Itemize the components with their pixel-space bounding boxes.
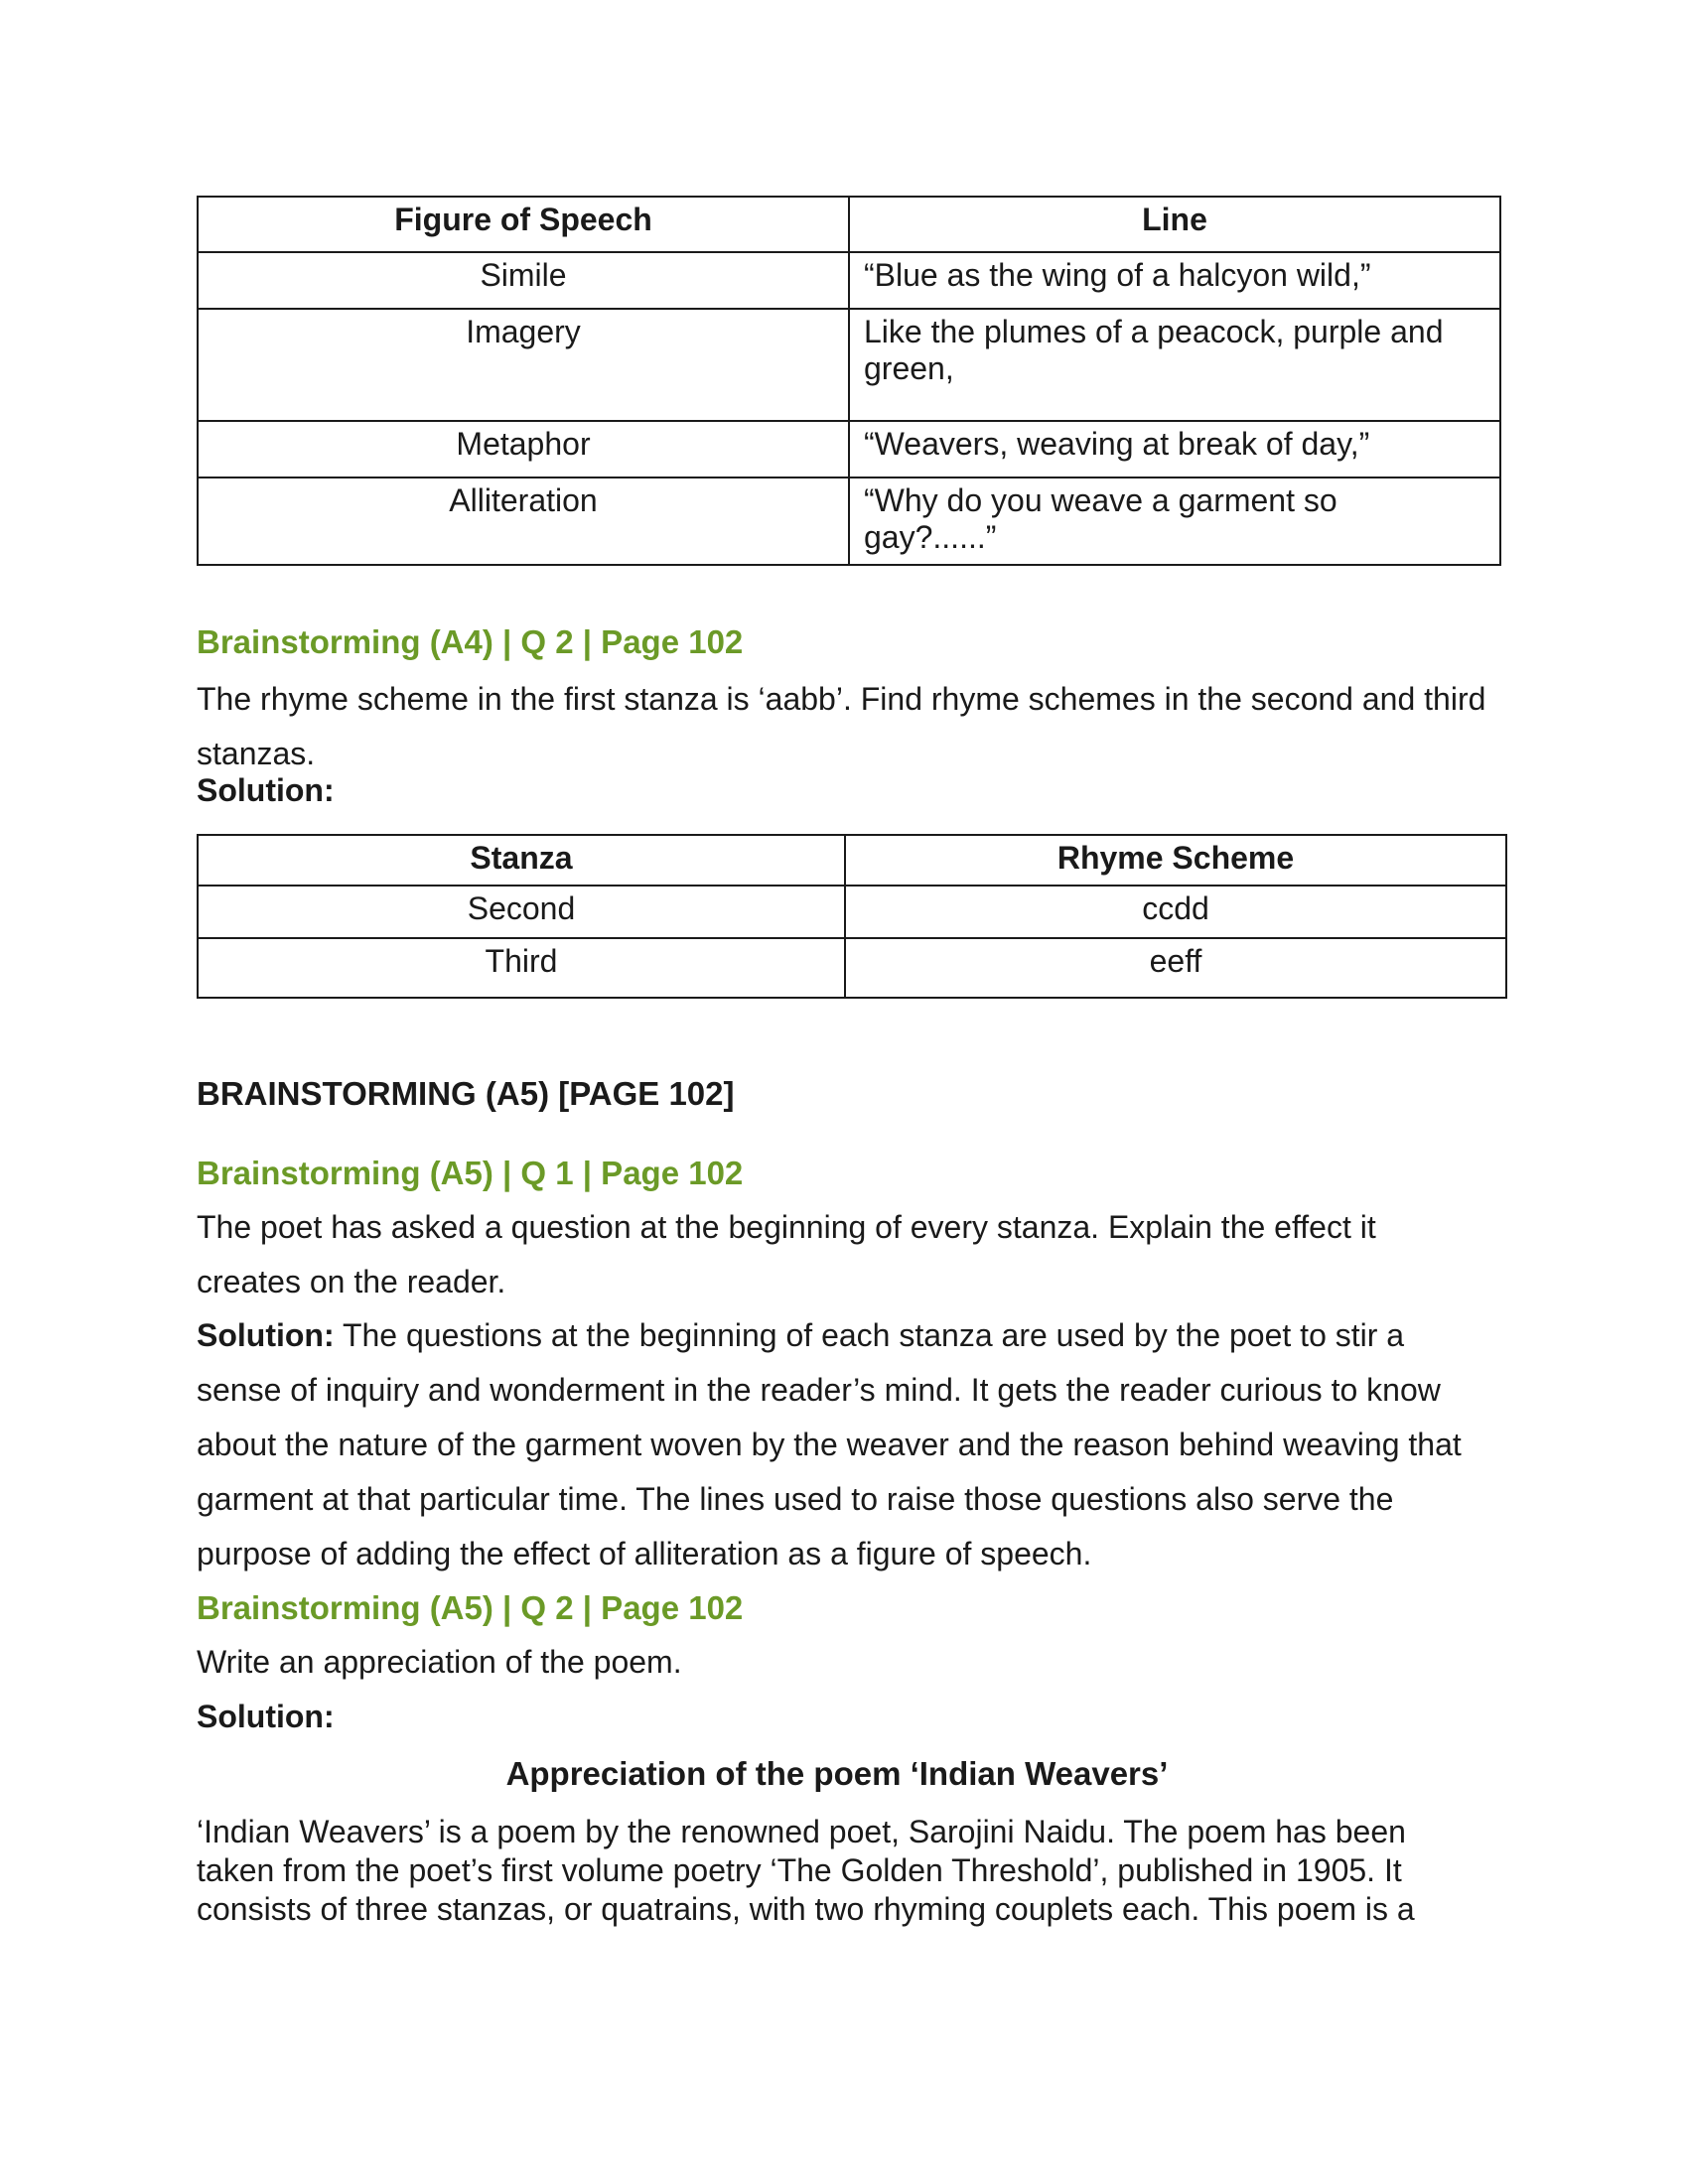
line-cell: “Weavers, weaving at break of day,” (849, 421, 1500, 478)
table-row (198, 252, 1500, 309)
question-heading: Brainstorming (A4) | Q 2 | Page 102 (197, 623, 744, 660)
table-row (198, 309, 1500, 421)
figure-of-speech-table (197, 196, 1501, 566)
question-text: Write an appreciation of the poem. (197, 1644, 682, 1680)
question-text: The poet has asked a question at the beginning of every stanza. Explain the effect it creates on the reader. (197, 1209, 1376, 1299)
solution-text: The questions at the beginning of each stanza are used by the poet to stir a sense of inquiry and wonderment in the reader’s mind. It gets the reader curious to know about the nature of the garment woven by the weaver and the reason behind weaving that garment at that particular time. The lines used to raise those questions also serve the purpose of adding the effect of alliteration as a figure of speech. (197, 1317, 1462, 1571)
line-cell: “Blue as the wing of a halcyon wild,” (849, 252, 1500, 309)
stanza-cell: Third (198, 938, 845, 998)
stanza-cell: Second (198, 886, 845, 938)
table-row (198, 478, 1500, 565)
figure-cell: Metaphor (198, 421, 849, 478)
section-heading: BRAINSTORMING (A5) [PAGE 102] (197, 1075, 735, 1112)
solution-label: Solution: (197, 1317, 335, 1353)
table-header-row (198, 835, 1506, 886)
solution-paragraph (197, 1308, 1487, 1581)
rhyme-scheme-table (197, 834, 1507, 999)
question-heading: Brainstorming (A5) | Q 1 | Page 102 (197, 1155, 744, 1191)
table-header-stanza: Stanza (198, 835, 845, 886)
question-text: The rhyme scheme in the first stanza is ‘aabb’. Find rhyme schemes in the second and third stanzas. (197, 681, 1486, 771)
table-header-line: Line (849, 197, 1500, 252)
appreciation-text: ‘Indian Weavers’ is a poem by the renowned poet, Sarojini Naidu. The poem has been taken from the poet’s first volume poetry ‘The Golden Threshold’, published in 1905. It consists of three stanzas, or quatrains, with two rhyming couplets each. This poem is a (197, 1814, 1415, 1927)
solution-label: Solution: (197, 772, 335, 808)
solution-label: Solution: (197, 1699, 335, 1734)
appreciation-title: Appreciation of the poem ‘Indian Weavers’ (505, 1755, 1169, 1792)
question-heading: Brainstorming (A5) | Q 2 | Page 102 (197, 1589, 744, 1626)
scheme-cell: ccdd (845, 886, 1506, 938)
figure-cell: Imagery (198, 309, 849, 421)
table-row (198, 886, 1506, 938)
figure-cell: Alliteration (198, 478, 849, 565)
table-row (198, 421, 1500, 478)
line-cell: Like the plumes of a peacock, purple and green, (849, 309, 1500, 421)
line-cell: “Why do you weave a garment so gay?......” (849, 478, 1500, 565)
table-row (198, 938, 1506, 998)
table-header-row (198, 197, 1500, 252)
table-header-figure: Figure of Speech (198, 197, 849, 252)
figure-cell: Simile (198, 252, 849, 309)
scheme-cell: eeff (845, 938, 1506, 998)
table-header-rhyme-scheme: Rhyme Scheme (845, 835, 1506, 886)
